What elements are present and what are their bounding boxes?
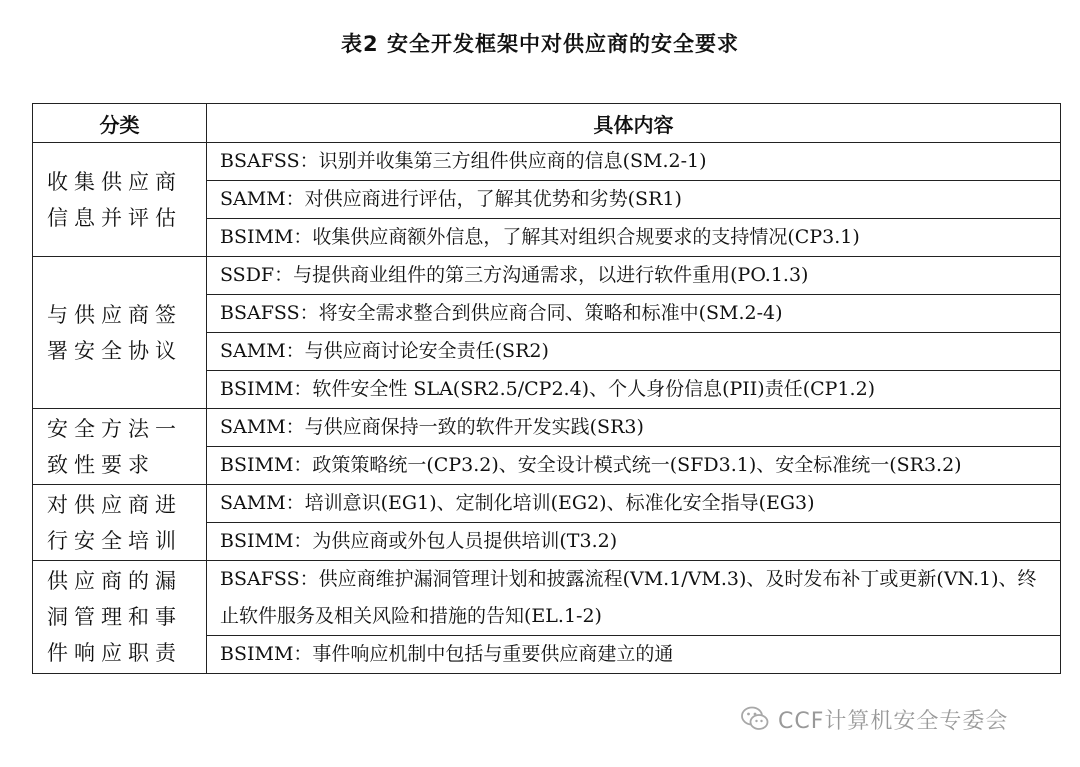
content-cell: SSDF：与提供商业组件的第三方沟通需求，以进行软件重用(PO.1.3) [207, 257, 1061, 295]
category-cell: 收集供应商信息并评估 [33, 143, 207, 257]
content-cell: SAMM：对供应商进行评估，了解其优势和劣势(SR1) [207, 181, 1061, 219]
content-cell: BSIMM：政策策略统一(CP3.2)、安全设计模式统一(SFD3.1)、安全标准统一(SR3.2) [207, 447, 1061, 485]
wechat-icon [740, 704, 770, 734]
table-row [33, 485, 1061, 523]
table-title: 表2 安全开发框架中对供应商的安全要求 [341, 32, 739, 56]
table-row [33, 409, 1061, 447]
content-cell: SAMM：与供应商保持一致的软件开发实践(SR3) [207, 409, 1061, 447]
category-cell: 与供应商签署安全协议 [33, 257, 207, 409]
category-cell: 安全方法一致性要求 [33, 409, 207, 485]
header-category: 分类 [33, 104, 207, 143]
content-cell: SAMM：与供应商讨论安全责任(SR2) [207, 333, 1061, 371]
category-cell: 对供应商进行安全培训 [33, 485, 207, 561]
table-header-row [33, 104, 1061, 143]
content-cell: BSIMM：事件响应机制中包括与重要供应商建立的通 [207, 636, 1061, 674]
content-cell: BSIMM：软件安全性 SLA(SR2.5/CP2.4)、个人身份信息(PII)责任(CP1.2) [207, 371, 1061, 409]
content-cell: BSAFSS：供应商维护漏洞管理计划和披露流程(VM.1/VM.3)、及时发布补丁或更新(VN.1)、终止软件服务及相关风险和措施的告知(EL.1-2) [207, 561, 1061, 636]
header-content: 具体内容 [207, 104, 1061, 143]
content-cell: BSAFSS：识别并收集第三方组件供应商的信息(SM.2-1) [207, 143, 1061, 181]
requirements-table [32, 103, 1061, 674]
content-cell: BSAFSS：将安全需求整合到供应商合同、策略和标准中(SM.2-4) [207, 295, 1061, 333]
content-cell: BSIMM：收集供应商额外信息，了解其对组织合规要求的支持情况(CP3.1) [207, 219, 1061, 257]
content-cell: SAMM：培训意识(EG1)、定制化培训(EG2)、标准化安全指导(EG3) [207, 485, 1061, 523]
table-row [33, 257, 1061, 295]
category-cell: 供应商的漏洞管理和事件响应职责 [33, 561, 207, 674]
watermark-text: CCF计算机安全专委会 [778, 708, 1009, 734]
table-row [33, 143, 1061, 181]
table-row [33, 561, 1061, 636]
content-cell: BSIMM：为供应商或外包人员提供培训(T3.2) [207, 523, 1061, 561]
watermark [740, 702, 1060, 736]
